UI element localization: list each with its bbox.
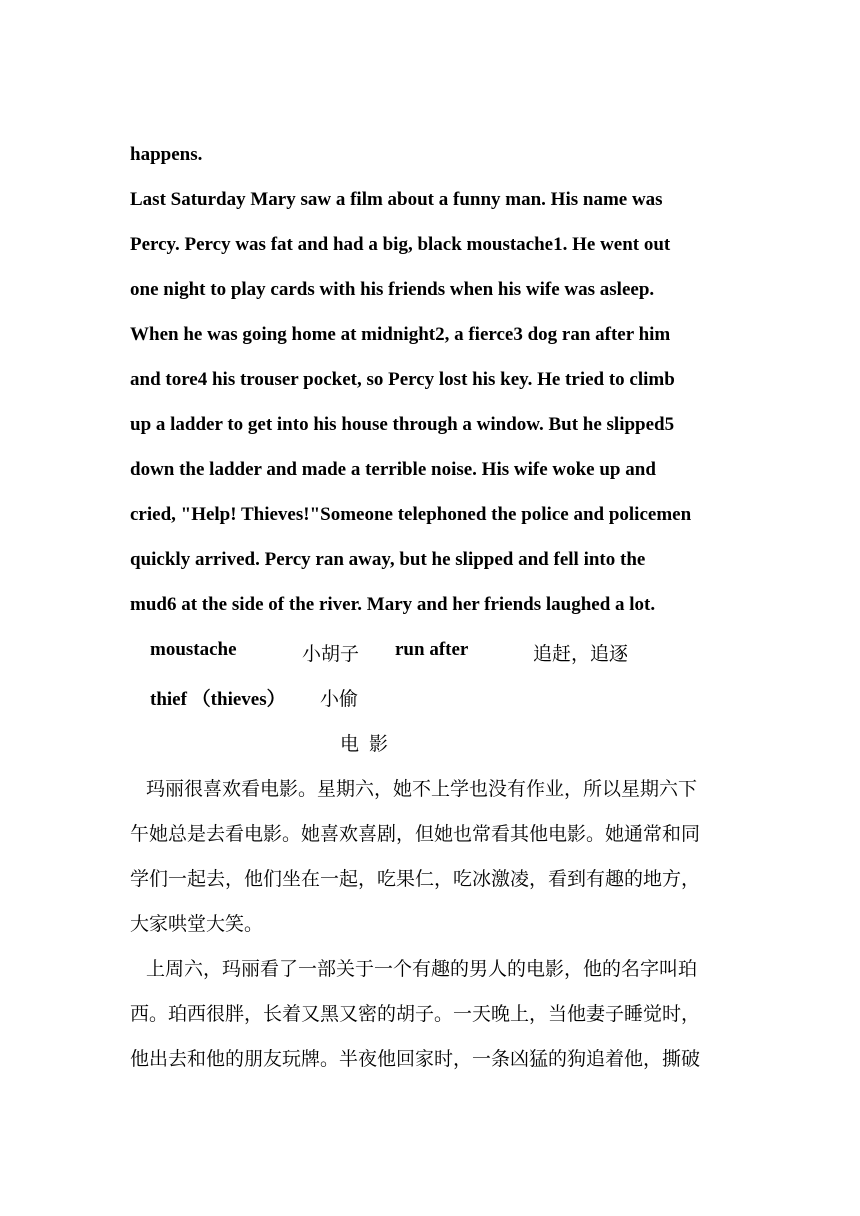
english-line: mud6 at the side of the river. Mary and her friends laughed a lot.	[130, 594, 656, 615]
chinese-line: 玛丽很喜欢看电影。星期六，她不上学也没有作业，所以星期六下	[146, 778, 698, 800]
english-line: When he was going home at midnight2, a fierce3 dog ran after him	[130, 324, 671, 345]
english-line: Last Saturday Mary saw a film about a funny man. His name was	[130, 189, 663, 210]
chinese-line: 学们一起去，他们坐在一起，吃果仁，吃冰激凌，看到有趣的地方，	[130, 868, 701, 890]
chinese-line: 他出去和他的朋友玩牌。半夜他回家时，一条凶猛的狗追着他，撕破	[130, 1048, 701, 1070]
chinese-line: 上周六，玛丽看了一部关于一个有趣的男人的电影，他的名字叫珀	[146, 958, 698, 980]
vocab-word: thief （thieves）	[150, 689, 286, 710]
english-line: and tore4 his trouser pocket, so Percy lost his key. He tried to climb	[130, 369, 675, 390]
chinese-title: 电影	[340, 733, 399, 755]
chinese-line: 大家哄堂大笑。	[130, 913, 264, 935]
english-line: up a ladder to get into his house through a window. But he slipped5	[130, 414, 675, 435]
vocab-word: run after	[395, 639, 469, 660]
english-line: quickly arrived. Percy ran away, but he slipped and fell into the	[130, 549, 646, 570]
chinese-line: 西。珀西很胖，长着又黑又密的胡子。一天晚上，当他妻子睡觉时，	[130, 1003, 701, 1025]
english-line: down the ladder and made a terrible noise. His wife woke up and	[130, 459, 656, 480]
english-line: happens.	[130, 144, 203, 165]
vocab-meaning: 追赶，追逐	[533, 643, 629, 665]
english-line: cried, "Help! Thieves!"Someone telephoned the police and policemen	[130, 504, 692, 525]
english-line: one night to play cards with his friends when his wife was asleep.	[130, 279, 655, 300]
chinese-line: 午她总是去看电影。她喜欢喜剧，但她也常看其他电影。她通常和同	[130, 823, 701, 845]
vocab-meaning: 小偷	[320, 688, 359, 710]
vocab-word: moustache	[150, 639, 237, 660]
vocab-meaning: 小胡子	[302, 643, 360, 665]
english-line: Percy. Percy was fat and had a big, black moustache1. He went out	[130, 234, 671, 255]
